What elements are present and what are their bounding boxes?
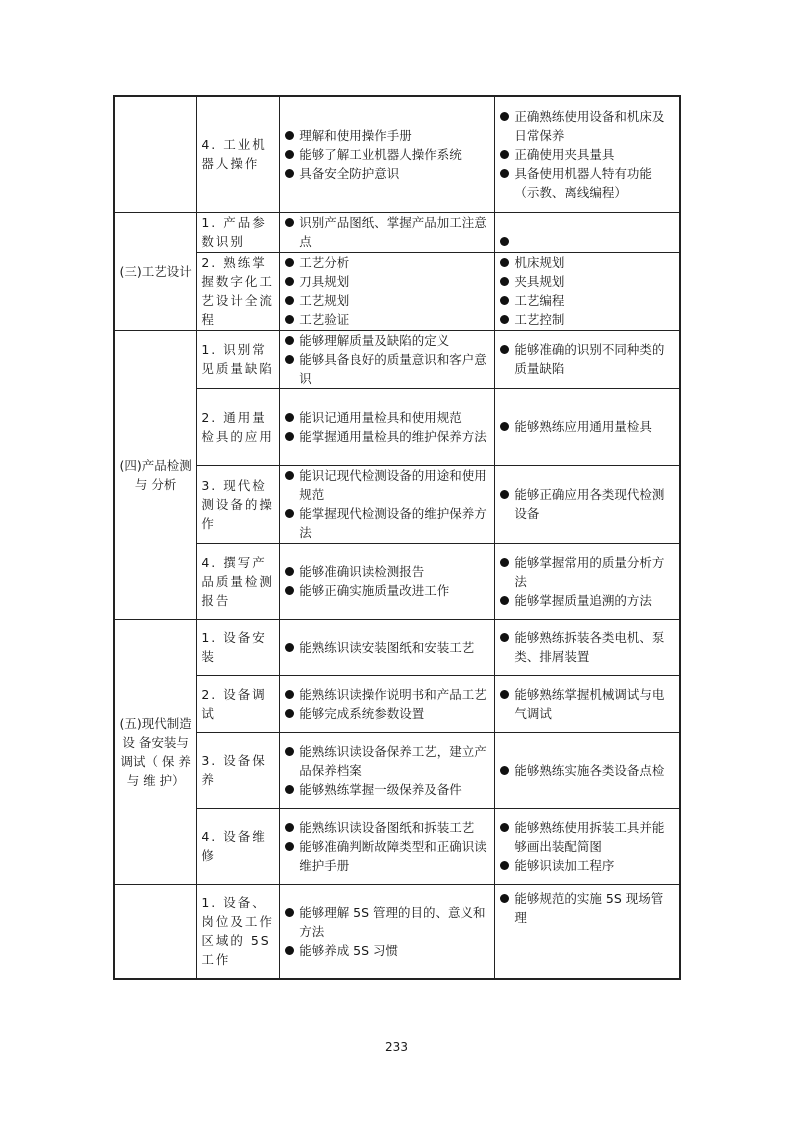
bullet-text: 能够准确的识别不同种类的质量缺陷 (514, 342, 665, 376)
bullet-item (284, 466, 490, 504)
task-cell: 2. 通用量检具的应用 (197, 388, 280, 465)
abilities-cell (495, 619, 680, 675)
bullet-item (284, 427, 490, 446)
table-row (114, 543, 680, 619)
bullet-text: 工艺规划 (299, 293, 350, 308)
bullet-item (284, 126, 490, 145)
bullet-text: 理解和使用操作手册 (299, 127, 412, 143)
bullet-item (284, 291, 490, 310)
abilities-cell (495, 732, 680, 808)
skills-cell (280, 675, 495, 732)
bullet-text: 能够掌握常用的质量分析方法 (514, 554, 665, 589)
skills-cell (280, 330, 495, 388)
bullet-item (284, 837, 490, 875)
bullet-dot-icon (285, 747, 294, 756)
bullet-text: 能识记通用量检具和使用规范 (299, 409, 462, 425)
bullet-dot-icon (285, 296, 294, 305)
bullet-text: 能够熟练实施各类设备点检 (514, 762, 665, 778)
task-cell: 1. 识别常见质量缺陷 (197, 330, 280, 388)
bullet-text: 能够准确判断故障类型和正确识读维护手册 (299, 838, 487, 873)
skills-cell (280, 732, 495, 808)
bullet-item (499, 485, 675, 523)
bullet-item (499, 685, 675, 723)
table-row (114, 884, 680, 979)
bullet-item (284, 562, 490, 581)
category-cell: (五)现代制造设 备安装与调试（ 保 养 与 维 护） (114, 619, 197, 884)
bullet-dot-icon (500, 258, 509, 267)
bullet-item (284, 164, 490, 183)
bullet-item (499, 253, 675, 272)
bullet-item (499, 291, 675, 310)
bullet-item (499, 591, 675, 610)
bullet-dot-icon (500, 296, 509, 305)
bullet-item (499, 107, 675, 145)
table-row (114, 388, 680, 465)
bullet-text: 刀具规划 (299, 274, 350, 289)
bullet-item (499, 628, 675, 666)
bullet-text: 能够完成系统参数设置 (299, 705, 425, 721)
bullet-item (499, 553, 675, 591)
bullet-text: 能够准确识读检测报告 (299, 564, 425, 579)
abilities-cell (495, 675, 680, 732)
bullet-text: 能够熟练掌握机械调试与电气调试 (514, 686, 665, 721)
bullet-item (284, 941, 490, 960)
task-cell: 3. 设备保养 (197, 732, 280, 808)
category-cell: (四)产品检测与 分析 (114, 330, 197, 619)
bullet-dot-icon (500, 558, 509, 567)
abilities-cell (495, 465, 680, 543)
competency-table (113, 95, 681, 980)
bullet-text: 正确使用夹具量具 (514, 146, 615, 162)
bullet-text: 能够理解质量及缺陷的定义 (299, 332, 450, 348)
bullet-item (284, 504, 490, 542)
bullet-dot-icon (285, 336, 294, 345)
table-row (114, 619, 680, 675)
table-row (114, 252, 680, 330)
bullet-text: 具备使用机器人特有功能（示教、离线编程） (514, 165, 652, 200)
bullet-text: 工艺控制 (514, 312, 565, 327)
bullet-text: 识别产品图纸、掌握产品加工注意点 (299, 215, 487, 249)
table-row (114, 330, 680, 388)
abilities-cell (495, 808, 680, 884)
bullet-dot-icon (285, 908, 294, 917)
bullet-dot-icon (500, 422, 509, 431)
bullet-dot-icon (285, 355, 294, 364)
table-row (114, 732, 680, 808)
task-cell: 2. 熟练掌握数字化工艺设计全流程 (197, 252, 280, 330)
bullet-dot-icon (500, 894, 509, 903)
bullet-text: 能熟练识读操作说明书和产品工艺 (299, 686, 487, 702)
bullet-dot-icon (285, 586, 294, 595)
bullet-dot-icon (500, 823, 509, 832)
bullet-item (499, 856, 675, 875)
task-cell: 1. 设备、岗位及工作区域的 5S 工作 (197, 884, 280, 979)
abilities-cell (495, 212, 680, 252)
skills-cell (280, 212, 495, 252)
bullet-item (284, 818, 490, 837)
task-cell: 4. 设备维修 (197, 808, 280, 884)
bullet-text: 能够熟练拆装各类电机、泵类、排屑装置 (514, 630, 665, 664)
skills-cell (280, 465, 495, 543)
bullet-text: 能掌握现代检测设备的维护保养方法 (299, 506, 487, 540)
bullet-dot-icon (500, 169, 509, 178)
bullet-dot-icon (500, 596, 509, 605)
bullet-item (284, 685, 490, 704)
bullet-dot-icon (285, 150, 294, 159)
task-cell: 4. 撰写产品质量检测报告 (197, 543, 280, 619)
bullet-dot-icon (500, 766, 509, 775)
bullet-item (284, 581, 490, 600)
bullet-dot-icon (500, 490, 509, 499)
bullet-text: 机床规划 (514, 255, 565, 270)
bullet-dot-icon (285, 218, 294, 227)
bullet-item (284, 272, 490, 291)
category-cell: (三)工艺设计 (114, 212, 197, 330)
skills-cell (280, 619, 495, 675)
abilities-cell (495, 884, 680, 979)
bullet-dot-icon (285, 567, 294, 576)
skills-cell (280, 543, 495, 619)
bullet-dot-icon (285, 169, 294, 178)
bullet-dot-icon (500, 861, 509, 870)
abilities-cell (495, 388, 680, 465)
bullet-text: 正确熟练使用设备和机床及日常保养 (514, 108, 665, 143)
bullet-text: 能熟练识读设备保养工艺，建立产品保养档案 (299, 743, 487, 778)
bullet-text: 工艺编程 (514, 293, 565, 308)
bullet-dot-icon (500, 690, 509, 699)
bullet-text: 能够熟练使用拆装工具并能够画出装配简图 (514, 819, 665, 854)
bullet-item (284, 310, 490, 329)
table-row (114, 212, 680, 252)
bullet-dot-icon (285, 413, 294, 422)
bullet-item (499, 164, 675, 202)
bullet-item (284, 903, 490, 941)
task-cell: 1. 设备安装 (197, 619, 280, 675)
bullet-dot-icon (285, 643, 294, 652)
abilities-cell (495, 96, 680, 212)
task-cell: 1. 产品参数识别 (197, 212, 280, 252)
bullet-item (284, 350, 490, 388)
bullet-dot-icon (285, 471, 294, 480)
bullet-text: 能熟练识读安装图纸和安装工艺 (299, 639, 475, 655)
bullet-dot-icon (285, 842, 294, 851)
bullet-item (284, 253, 490, 272)
bullet-dot-icon (285, 315, 294, 324)
skills-cell (280, 884, 495, 979)
bullet-item (499, 761, 675, 780)
bullet-text: 能够识读加工程序 (514, 857, 615, 873)
bullet-text: 工艺分析 (299, 255, 350, 270)
abilities-cell (495, 252, 680, 330)
bullet-text: 能够熟练掌握一级保养及备件 (299, 781, 462, 797)
bullet-item (499, 310, 675, 329)
bullet-text: 能够正确应用各类现代检测设备 (514, 487, 665, 521)
bullet-text: 能够具备良好的质量意识和客户意识 (299, 351, 487, 386)
bullet-item (284, 213, 490, 251)
page-number: 233 (385, 1040, 408, 1054)
bullet-text: 能够理解 5S 管理的目的、意义和方法 (299, 904, 486, 939)
bullet-item (499, 340, 675, 378)
skills-cell (280, 388, 495, 465)
bullet-dot-icon (285, 785, 294, 794)
table-row (114, 96, 680, 212)
bullet-item (499, 272, 675, 291)
skills-cell (280, 96, 495, 212)
bullet-item (284, 780, 490, 799)
bullet-text: 能够养成 5S 习惯 (299, 942, 399, 958)
bullet-text: 能够正确实施质量改进工作 (299, 583, 450, 598)
bullet-item (499, 818, 675, 856)
abilities-cell (495, 330, 680, 388)
bullet-dot-icon (285, 432, 294, 441)
bullet-item (284, 408, 490, 427)
table-row (114, 808, 680, 884)
task-cell: 4. 工业机器人操作 (197, 96, 280, 212)
bullet-text: 能熟练识读设备图纸和拆装工艺 (299, 819, 475, 835)
bullet-dot-icon (285, 690, 294, 699)
table-row (114, 675, 680, 732)
bullet-item (499, 145, 675, 164)
bullet-dot-icon (285, 946, 294, 955)
bullet-dot-icon (500, 112, 509, 121)
bullet-dot-icon (285, 131, 294, 140)
category-cell (114, 96, 197, 212)
bullet-item (284, 145, 490, 164)
skills-cell (280, 252, 495, 330)
bullet-item (284, 704, 490, 723)
bullet-dot-icon (500, 345, 509, 354)
bullet-text: 能掌握通用量检具的维护保养方法 (299, 428, 487, 444)
bullet-dot-icon (285, 823, 294, 832)
task-cell: 2. 设备调试 (197, 675, 280, 732)
bullet-text: 能够了解工业机器人操作系统 (299, 146, 462, 162)
skills-cell (280, 808, 495, 884)
bullet-text: 夹具规划 (514, 274, 565, 289)
bullet-item (284, 331, 490, 350)
abilities-cell (495, 543, 680, 619)
bullet-dot-icon (285, 509, 294, 518)
category-cell (114, 884, 197, 979)
bullet-dot-icon (500, 237, 509, 246)
bullet-dot-icon (500, 150, 509, 159)
bullet-text: 能够熟练应用通用量检具 (514, 419, 652, 434)
bullet-item (499, 417, 675, 436)
bullet-text: 能够掌握质量追溯的方法 (514, 592, 652, 608)
bullet-text: 具备安全防护意识 (299, 165, 400, 181)
bullet-text: 工艺验证 (299, 312, 350, 327)
bullet-item (499, 889, 675, 927)
bullet-item (284, 638, 490, 657)
table-row (114, 465, 680, 543)
bullet-dot-icon (500, 277, 509, 286)
task-cell: 3. 现代检测设备的操作 (197, 465, 280, 543)
bullet-item (284, 742, 490, 780)
bullet-dot-icon (500, 633, 509, 642)
bullet-dot-icon (285, 258, 294, 267)
bullet-dot-icon (285, 709, 294, 718)
bullet-dot-icon (500, 315, 509, 324)
bullet-text: 能够规范的实施 5S 现场管理 (514, 890, 664, 925)
bullet-text: 能识记现代检测设备的用途和使用规范 (299, 468, 487, 502)
bullet-dot-icon (285, 277, 294, 286)
